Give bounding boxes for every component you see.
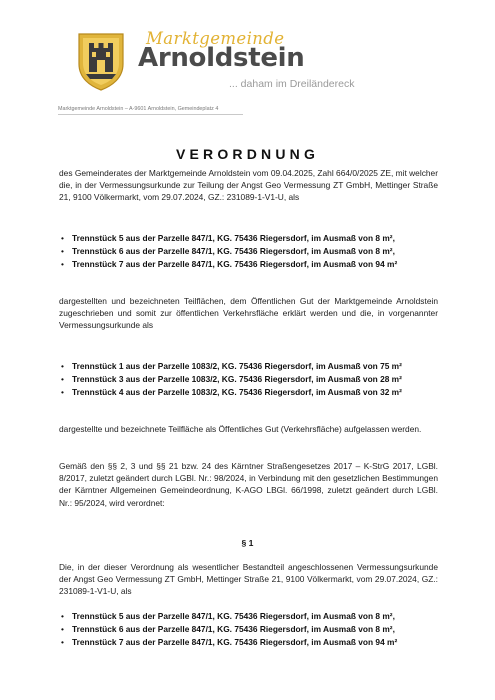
parcel-list-1 [59,232,397,270]
bullet-icon: • [61,361,64,371]
bullet-icon: • [61,623,64,634]
list-item [59,232,397,245]
paragraph-5: Die, in der dieser Verordnung als wesentlicher Bestandteil angeschlossenen Vermessungsurkunde der Angst Geo Vermessung ZT GmbH, Mettinger Straße 21, 9100 Völkermarkt, vom 29.07.2024, GZ.: 231089-1-V1-U, als [59,562,438,597]
bullet-icon: • [61,258,64,269]
paragraph-2: dargestellten und bezeichneten Teilflächen, dem Öffentlichen Gut der Marktgemeinde Arnoldstein zugeschrieben und somit zur öffentlichen Verkehrsfläche erklärt werden und die, in vorgenannter Vermessungsurkunde als [59,296,438,331]
section-heading: § 1 [241,538,254,548]
bullet-icon: • [61,611,64,621]
list-item-text: Trennstück 6 aus der Parzelle 847/1, KG. 75436 Riegersdorf, im Ausmaß von 8 m², [72,623,395,634]
list-item-text: Trennstück 5 aus der Parzelle 847/1, KG. 75436 Riegersdorf, im Ausmaß von 8 m², [72,611,395,621]
address-divider [58,114,243,115]
brand-tagline: ... daham im Dreiländereck [229,78,355,90]
brand-subtitle: Marktgemeinde [146,29,285,48]
list-item [59,373,402,386]
coat-of-arms-icon [76,32,126,92]
list-item-text: Trennstück 6 aus der Parzelle 847/1, KG. 75436 Riegersdorf, im Ausmaß von 8 m², [72,245,395,256]
list-item-text: Trennstück 1 aus der Parzelle 1083/2, KG. 75436 Riegersdorf, im Ausmaß von 75 m² [72,361,402,371]
sender-address: Marktgemeinde Arnoldstein – A-9601 Arnoldstein, Gemeindeplatz 4 [58,106,219,112]
paragraph-3: dargestellte und bezeichnete Teilfläche als Öffentliches Gut (Verkehrsfläche) aufgelassen werden. [59,424,422,434]
list-item [59,258,397,271]
list-item-text: Trennstück 7 aus der Parzelle 847/1, KG. 75436 Riegersdorf, im Ausmaß von 94 m² [72,258,398,269]
list-item-text: Trennstück 3 aus der Parzelle 1083/2, KG. 75436 Riegersdorf, im Ausmaß von 28 m² [72,373,402,384]
list-item-text: Trennstück 4 aus der Parzelle 1083/2, KG. 75436 Riegersdorf, im Ausmaß von 32 m² [72,386,402,397]
list-item-text: Trennstück 5 aus der Parzelle 847/1, KG. 75436 Riegersdorf, im Ausmaß von 8 m², [72,233,395,243]
bullet-icon: • [61,373,64,384]
list-item-text: Trennstück 7 aus der Parzelle 847/1, KG. 75436 Riegersdorf, im Ausmaß von 94 m² [72,636,398,647]
list-item [59,386,402,399]
intro-paragraph: des Gemeinderates der Marktgemeinde Arnoldstein vom 09.04.2025, Zahl 664/0/2025 ZE, mit welcher die, in der Vermessungsurkunde zur Teilung der Angst Geo Vermessung ZT GmbH, Mettinger Straße 21, 9100 Völkermarkt, vom 29.07.2024, GZ.: 231089-1-V1-U, als [59,168,438,203]
bullet-icon: • [61,386,64,397]
list-item [59,360,402,373]
bullet-icon: • [61,636,64,647]
parcel-list-2 [59,360,402,398]
legal-basis-paragraph: Gemäß den §§ 2, 3 und §§ 21 bzw. 24 des Kärntner Straßengesetzes 2017 – K-StrG 2017, LGBl. 8/2017, zuletzt geändert durch LGBl. Nr.: 98/2024, in Verbindung mit den gesetzlichen Bestimmungen der Kärntner Allgemeinen Gemeindeordnung, K-AGO LBGl. 66/1998, zuletzt geändert durch LGBl. Nr.: 95/2024, wird verordnet: [59,461,438,508]
brand-name: Arnoldstein [138,43,305,73]
parcel-list-3 [59,610,397,648]
bullet-icon: • [61,233,64,243]
list-item [59,610,397,623]
letterhead [72,26,402,104]
document-title: VERORDNUNG [175,146,320,162]
list-item [59,245,397,258]
list-item [59,636,397,649]
bullet-icon: • [61,245,64,256]
list-item [59,623,397,636]
